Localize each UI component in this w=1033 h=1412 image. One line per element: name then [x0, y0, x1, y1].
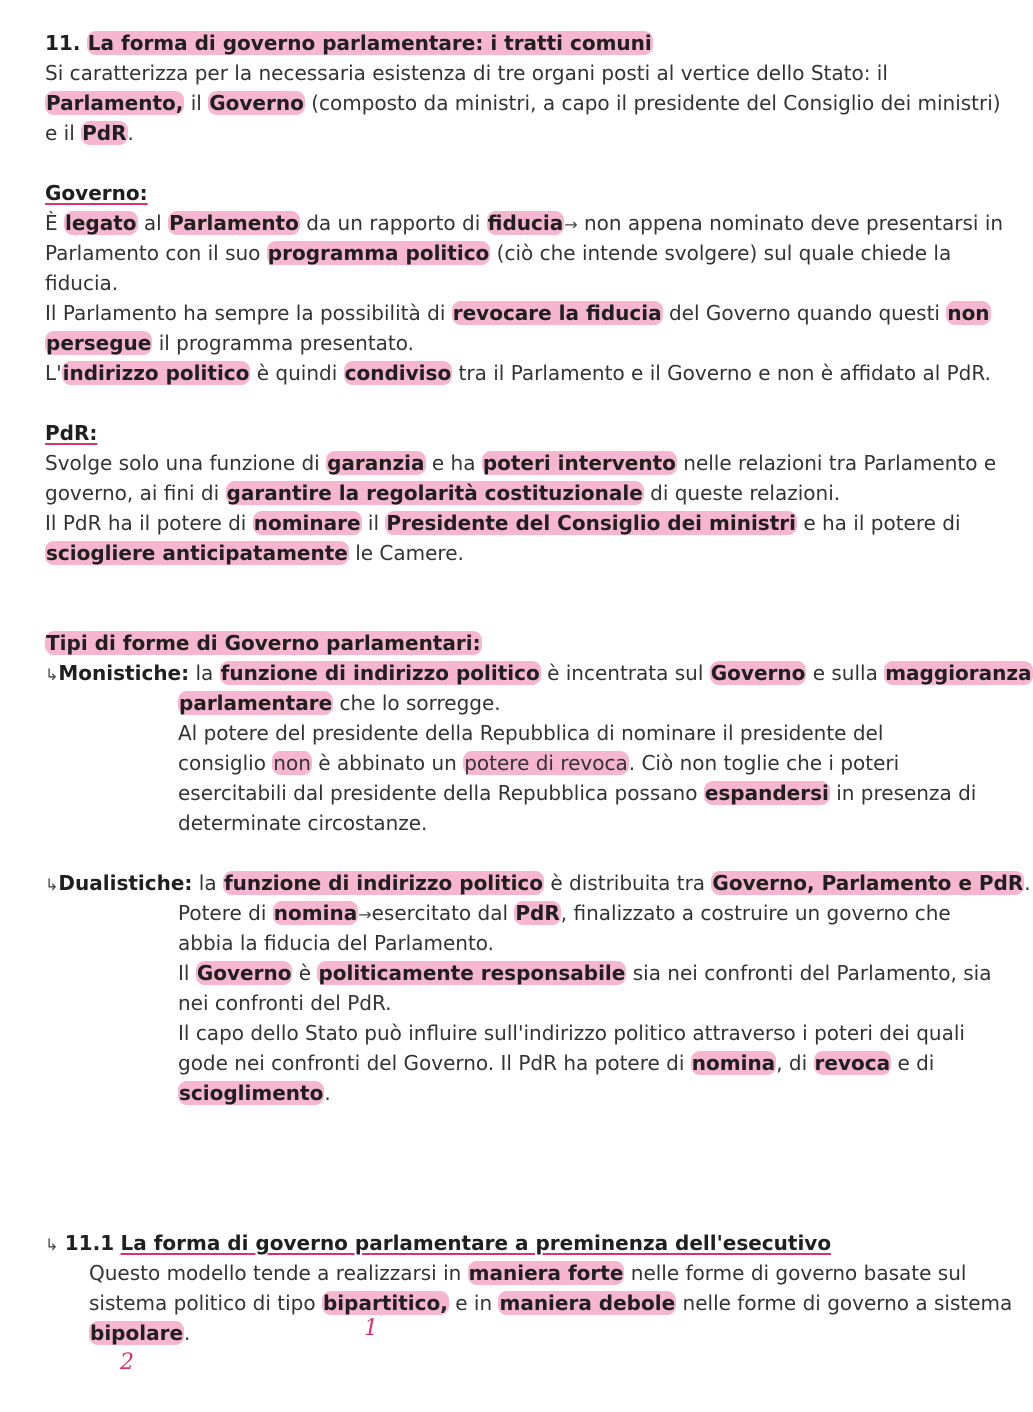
paragraph-line: esercitabili dal presidente della Repubblica possano espandersi in presenza di: [178, 781, 977, 805]
highlight: PdR: [515, 901, 560, 925]
highlight: non: [273, 751, 311, 775]
highlight: programma politico: [267, 241, 490, 265]
highlight: Parlamento: [169, 211, 299, 235]
paragraph-line: Parlamento con il suo programma politico (ciò che intende svolgere) sul quale chiede la: [45, 241, 952, 265]
highlight: poteri intervento: [482, 451, 676, 475]
paragraph-line: Il capo dello Stato può influire sull'indirizzo politico attraverso i poteri dei quali: [178, 1021, 965, 1045]
highlight: sciogliere anticipatamente: [46, 541, 348, 565]
paragraph-line: L'indirizzo politico è quindi condiviso tra il Parlamento e il Governo e non è affidato al PdR.: [45, 361, 991, 385]
paragraph-line: fiducia.: [45, 271, 119, 295]
highlight: Presidente del Consiglio dei ministri: [386, 511, 796, 535]
paragraph-line: abbia la fiducia del Parlamento.: [178, 931, 495, 955]
paragraph-line: Si caratterizza per la necessaria esistenza di tre organi posti al vertice dello Stato: il: [45, 61, 888, 85]
highlight: fiducia: [487, 211, 564, 235]
paragraph-line: Il PdR ha il potere di nominare il Presidente del Consiglio dei ministri e ha il potere di: [45, 511, 961, 535]
highlight: persegue: [46, 331, 152, 355]
subheading-governo: Governo:: [45, 181, 148, 205]
highlight: potere di revoca: [464, 751, 628, 775]
paragraph-line: bipolare.: [90, 1321, 191, 1345]
paragraph-line: governo, ai fini di garantire la regolarità costituzionale di queste relazioni.: [45, 481, 841, 505]
highlight: non: [947, 301, 990, 325]
highlight: Governo: [196, 961, 292, 985]
highlight: maggioranza: [885, 661, 1032, 685]
arrow-icon: →: [358, 905, 372, 924]
highlight: legato: [65, 211, 137, 235]
highlight: Governo: [209, 91, 304, 115]
handwritten-mark-2: 2: [120, 1350, 134, 1375]
highlight: parlamentare: [179, 691, 333, 715]
paragraph-line: Il Parlamento ha sempre la possibilità di revocare la fiducia del Governo quando questi non: [45, 301, 990, 325]
highlight: PdR: [82, 121, 127, 145]
arrow-icon: ↳: [45, 665, 59, 684]
highlight: nomina: [273, 901, 358, 925]
paragraph-line: ↳Dualistiche: la funzione di indirizzo politico è distribuita tra Governo, Parlamento e PdR.: [45, 871, 1031, 895]
highlight: nominare: [253, 511, 361, 535]
paragraph-line: nei confronti del PdR.: [178, 991, 392, 1015]
paragraph-line: Questo modello tende a realizzarsi in maniera forte nelle forme di governo basate sul: [89, 1261, 967, 1285]
highlight: maniera forte: [468, 1261, 624, 1285]
paragraph-line: ↳Monistiche: la funzione di indirizzo politico è incentrata sul Governo e sulla maggioranza: [45, 661, 1032, 685]
arrow-icon: ↳: [45, 875, 59, 894]
highlight: politicamente responsabile: [318, 961, 626, 985]
highlight: scioglimento: [179, 1081, 324, 1105]
paragraph-line: È legato al Parlamento da un rapporto di fiducia→ non appena nominato deve presentarsi in: [45, 211, 1004, 235]
arrow-icon: ↳: [45, 1235, 59, 1254]
paragraph-line: Svolge solo una funzione di garanzia e ha poteri intervento nelle relazioni tra Parlamento e: [45, 451, 997, 475]
highlight: nomina: [691, 1051, 776, 1075]
paragraph-line: determinate circostanze.: [178, 811, 428, 835]
highlight: maniera debole: [499, 1291, 676, 1315]
highlight: Governo, Parlamento e PdR: [712, 871, 1024, 895]
subheading-tipi: Tipi di forme di Governo parlamentari:: [46, 631, 481, 655]
section-heading: [45, 28, 653, 58]
highlight: indirizzo politico: [62, 361, 250, 385]
arrow-icon: →: [564, 215, 578, 234]
section-number: 11.: [45, 31, 81, 55]
paragraph-line: parlamentare che lo sorregge.: [179, 691, 501, 715]
label-monistiche: Monistiche:: [58, 661, 190, 685]
handwritten-mark-1: 1: [364, 1316, 378, 1341]
highlight: condiviso: [344, 361, 452, 385]
section-heading: [45, 1228, 831, 1258]
paragraph-line: Al potere del presidente della Repubblica di nominare il presidente del: [178, 721, 884, 745]
highlight: garanzia: [327, 451, 425, 475]
paragraph-line: scioglimento.: [179, 1081, 331, 1105]
paragraph-line: persegue il programma presentato.: [46, 331, 415, 355]
paragraph-line: Parlamento, il Governo (composto da ministri, a capo il presidente del Consiglio dei ministri): [46, 91, 1001, 115]
highlight: Parlamento,: [46, 91, 184, 115]
highlight: revoca: [814, 1051, 891, 1075]
highlight: revocare la fiducia: [452, 301, 662, 325]
label-dualistiche: Dualistiche:: [58, 871, 193, 895]
highlight: espandersi: [704, 781, 829, 805]
highlight: bipolare: [90, 1321, 184, 1345]
paragraph-line: e il PdR.: [45, 121, 134, 145]
paragraph-line: gode nei confronti del Governo. Il PdR ha potere di nomina, di revoca e di: [178, 1051, 935, 1075]
section-title: La forma di governo parlamentare a preminenza dell'esecutivo: [120, 1231, 832, 1255]
paragraph-line: Potere di nomina→esercitato dal PdR, finalizzato a costruire un governo che: [178, 901, 951, 925]
paragraph-line: consiglio non è abbinato un potere di revoca. Ciò non toglie che i poteri: [178, 751, 900, 775]
section-title: La forma di governo parlamentare: i tratti comuni: [87, 31, 652, 55]
paragraph-line: sistema politico di tipo bipartitico, e in maniera debole nelle forme di governo a sistema: [89, 1291, 1013, 1315]
subheading-pdr: PdR:: [45, 421, 98, 445]
highlight: bipartitico,: [322, 1291, 448, 1315]
paragraph-line: sciogliere anticipatamente le Camere.: [46, 541, 464, 565]
section-number: 11.1: [64, 1231, 115, 1255]
paragraph-line: Il Governo è politicamente responsabile sia nei confronti del Parlamento, sia: [178, 961, 992, 985]
highlight: funzione di indirizzo politico: [223, 871, 544, 895]
highlight: garantire la regolarità costituzionale: [226, 481, 643, 505]
highlight: funzione di indirizzo politico: [220, 661, 540, 685]
highlight: Governo: [710, 661, 806, 685]
